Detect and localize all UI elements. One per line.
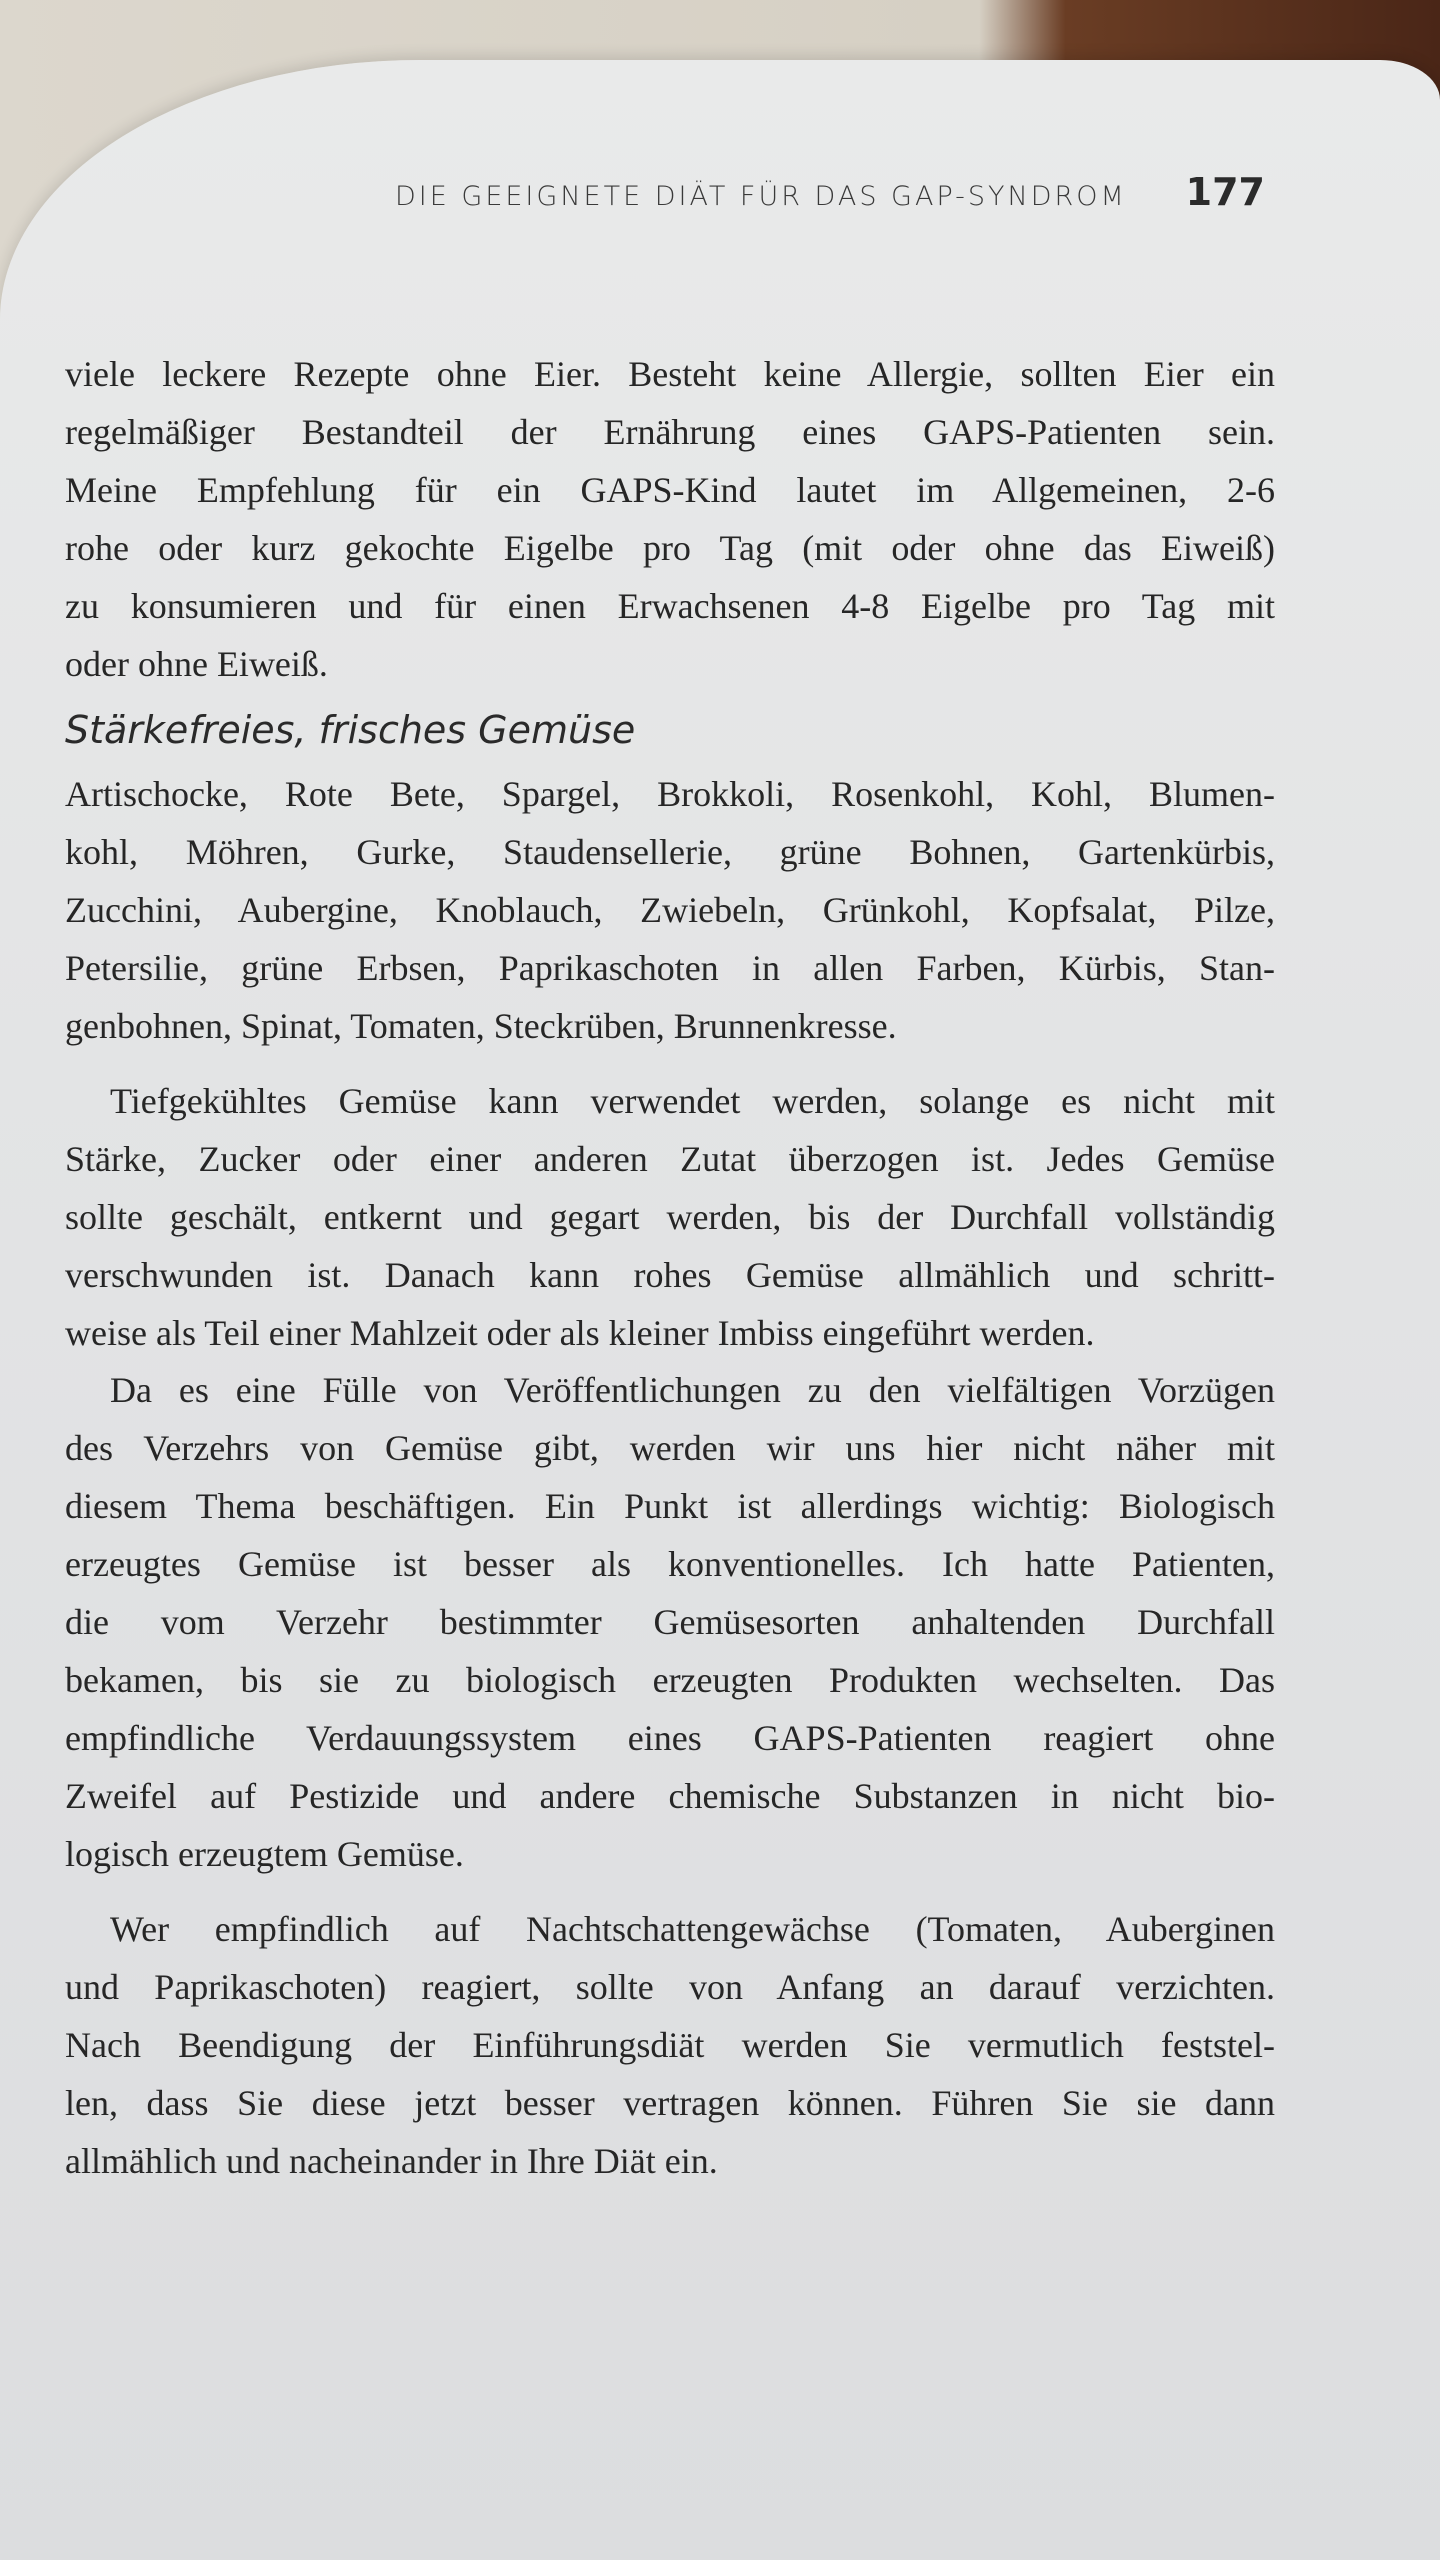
text-line: Artischocke, Rote Bete, Spargel, Brokkoli, Rosenkohl, Kohl, Blumen- [65,774,1275,814]
text-line: bekamen, bis sie zu biologisch erzeugten Produkten wechselten. Das [65,1660,1275,1700]
text-line: sollte geschält, entkernt und gegart werden, bis der Durchfall vollständig [65,1197,1275,1237]
text-line: die vom Verzehr bestimmter Gemüsesorten anhaltenden Durchfall [65,1602,1275,1642]
section-heading: Stärkefreies, frisches Gemüse [65,708,636,752]
text-line: oder ohne Eiweiß. [65,644,328,684]
text-line: len, dass Sie diese jetzt besser vertragen können. Führen Sie sie dann [65,2083,1275,2123]
running-header-title: DIE GEEIGNETE DIÄT FÜR DAS GAP-SYNDROM [395,181,1127,212]
text-line: viele leckere Rezepte ohne Eier. Besteht keine Allergie, sollten Eier ein [65,354,1275,394]
text-line: Nach Beendigung der Einführungsdiät werden Sie vermutlich feststel- [65,2025,1275,2065]
text-line: des Verzehrs von Gemüse gibt, werden wir uns hier nicht näher mit [65,1428,1275,1468]
text-line: weise als Teil einer Mahlzeit oder als kleiner Imbiss eingeführt werden. [65,1313,1095,1353]
text-line: empfindliche Verdauungssystem eines GAPS-Patienten reagiert ohne [65,1718,1275,1758]
text-line: logisch erzeugtem Gemüse. [65,1834,464,1874]
text-line: zu konsumieren und für einen Erwachsenen 4-8 Eigelbe pro Tag mit [65,586,1275,626]
paragraph [65,1072,1275,1362]
paragraph [65,765,1275,1055]
text-line: Meine Empfehlung für ein GAPS-Kind lautet im Allgemeinen, 2-6 [65,470,1275,510]
text-line: allmählich und nacheinander in Ihre Diät ein. [65,2141,718,2181]
paragraph [65,1900,1275,2190]
text-line: verschwunden ist. Danach kann rohes Gemüse allmählich und schritt- [65,1255,1275,1295]
text-line: Zucchini, Aubergine, Knoblauch, Zwiebeln, Grünkohl, Kopfsalat, Pilze, [65,890,1275,930]
text-line: erzeugtes Gemüse ist besser als konventionelles. Ich hatte Patienten, [65,1544,1275,1584]
text-line: Zweifel auf Pestizide und andere chemische Substanzen in nicht bio- [65,1776,1275,1816]
text-line: Wer empfindlich auf Nachtschattengewächse (Tomaten, Auberginen [110,1909,1275,1949]
text-line: Stärke, Zucker oder einer anderen Zutat überzogen ist. Jedes Gemüse [65,1139,1275,1179]
text-line: kohl, Möhren, Gurke, Staudensellerie, grüne Bohnen, Gartenkürbis, [65,832,1275,872]
text-line: Petersilie, grüne Erbsen, Paprikaschoten in allen Farben, Kürbis, Stan- [65,948,1275,988]
page-number: 177 [1185,170,1265,214]
text-line: rohe oder kurz gekochte Eigelbe pro Tag (mit oder ohne das Eiweiß) [65,528,1275,568]
text-line: regelmäßiger Bestandteil der Ernährung eines GAPS-Patienten sein. [65,412,1275,452]
text-line: Tiefgekühltes Gemüse kann verwendet werden, solange es nicht mit [110,1081,1275,1121]
text-line: genbohnen, Spinat, Tomaten, Steckrüben, Brunnenkresse. [65,1006,897,1046]
text-line: Da es eine Fülle von Veröffentlichungen zu den vielfältigen Vorzügen [110,1370,1275,1410]
text-line: und Paprikaschoten) reagiert, sollte von Anfang an darauf verzichten. [65,1967,1275,2007]
text-line: diesem Thema beschäftigen. Ein Punkt ist allerdings wichtig: Biologisch [65,1486,1275,1526]
running-header [395,170,1265,214]
paragraph [65,1361,1275,1883]
paragraph [65,345,1275,693]
